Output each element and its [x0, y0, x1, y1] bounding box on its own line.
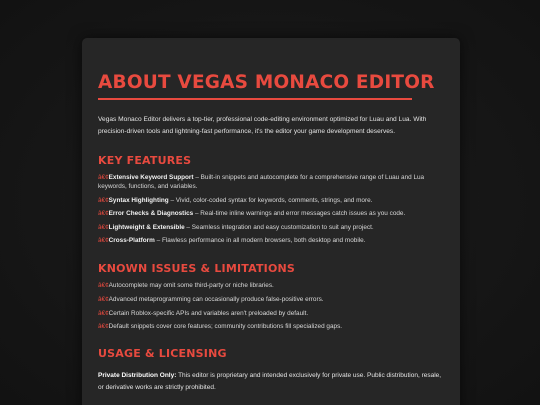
- key-features-list: [98, 173, 444, 245]
- bullet-glyph: â€¢: [98, 323, 109, 331]
- list-item: [98, 196, 444, 205]
- feature-text: – Vivid, color-coded syntax for keywords, comments, strings, and more.: [168, 196, 373, 204]
- issue-text: Default snippets cover core features; community contributions fill specialized gaps.: [108, 323, 343, 331]
- feature-text: – Seamless integration and easy customization to suit any project.: [184, 223, 374, 231]
- usage-section: [98, 347, 444, 393]
- feature-text: – Real-time inline warnings and error messages catch issues as you code.: [193, 210, 406, 218]
- bullet-glyph: â€¢: [98, 282, 109, 290]
- feature-term: Syntax Highlighting: [108, 196, 169, 204]
- issue-text: Advanced metaprogramming can occasionally produce false-positive errors.: [108, 295, 324, 303]
- issue-text: Autocomplete may omit some third-party or niche libraries.: [108, 282, 274, 290]
- known-issues-heading: KNOWN ISSUES & LIMITATIONS: [98, 262, 296, 276]
- license-paragraph: [98, 370, 444, 393]
- list-item: [98, 322, 444, 331]
- feature-text: – Built-in snippets and autocomplete for a comprehensive range of Luau and Lua keywords, functions, and variables.: [98, 174, 425, 190]
- license-text: This editor is proprietary and intended exclusively for private use. Public distribution, resale, or derivative works are strictly prohibited.: [98, 372, 442, 391]
- issue-text: Certain Roblox-specific APIs and variables aren't preloaded by default.: [108, 309, 309, 317]
- usage-heading: USAGE & LICENSING: [98, 347, 227, 361]
- page-title: ABOUT VEGAS MONACO EDITOR: [98, 72, 435, 93]
- list-item: [98, 173, 444, 191]
- list-item: [98, 236, 444, 245]
- bullet-glyph: â€¢: [98, 196, 109, 204]
- list-item: [98, 295, 444, 304]
- bullet-glyph: â€¢: [98, 295, 109, 303]
- bullet-glyph: â€¢: [98, 210, 109, 218]
- bullet-glyph: â€¢: [98, 309, 109, 317]
- known-issues-list: [98, 281, 444, 331]
- about-card: [82, 38, 460, 405]
- key-features-section: [98, 154, 444, 245]
- list-item: [98, 309, 444, 318]
- feature-term: Extensive Keyword Support: [108, 174, 194, 181]
- bullet-glyph: â€¢: [98, 237, 109, 245]
- bullet-glyph: â€¢: [98, 174, 109, 181]
- list-item: [98, 281, 444, 290]
- feature-text: – Flawless performance in all modern browsers, both desktop and mobile.: [154, 237, 366, 245]
- feature-term: Cross-Platform: [108, 237, 155, 245]
- title-underline: [98, 98, 412, 100]
- known-issues-section: [98, 262, 444, 331]
- feature-term: Error Checks & Diagnostics: [108, 210, 194, 218]
- list-item: [98, 223, 444, 232]
- key-features-heading: KEY FEATURES: [98, 154, 192, 167]
- license-term: Private Distribution Only:: [98, 372, 177, 380]
- list-item: [98, 209, 444, 218]
- bullet-glyph: â€¢: [98, 223, 109, 231]
- intro-paragraph: Vegas Monaco Editor delivers a top-tier, professional code-editing environment optimized for Luau and Lua. With precision-driven tools and lightning-fast performance, it's the editor your game development deserves.: [98, 116, 427, 135]
- feature-term: Lightweight & Extensible: [108, 223, 185, 231]
